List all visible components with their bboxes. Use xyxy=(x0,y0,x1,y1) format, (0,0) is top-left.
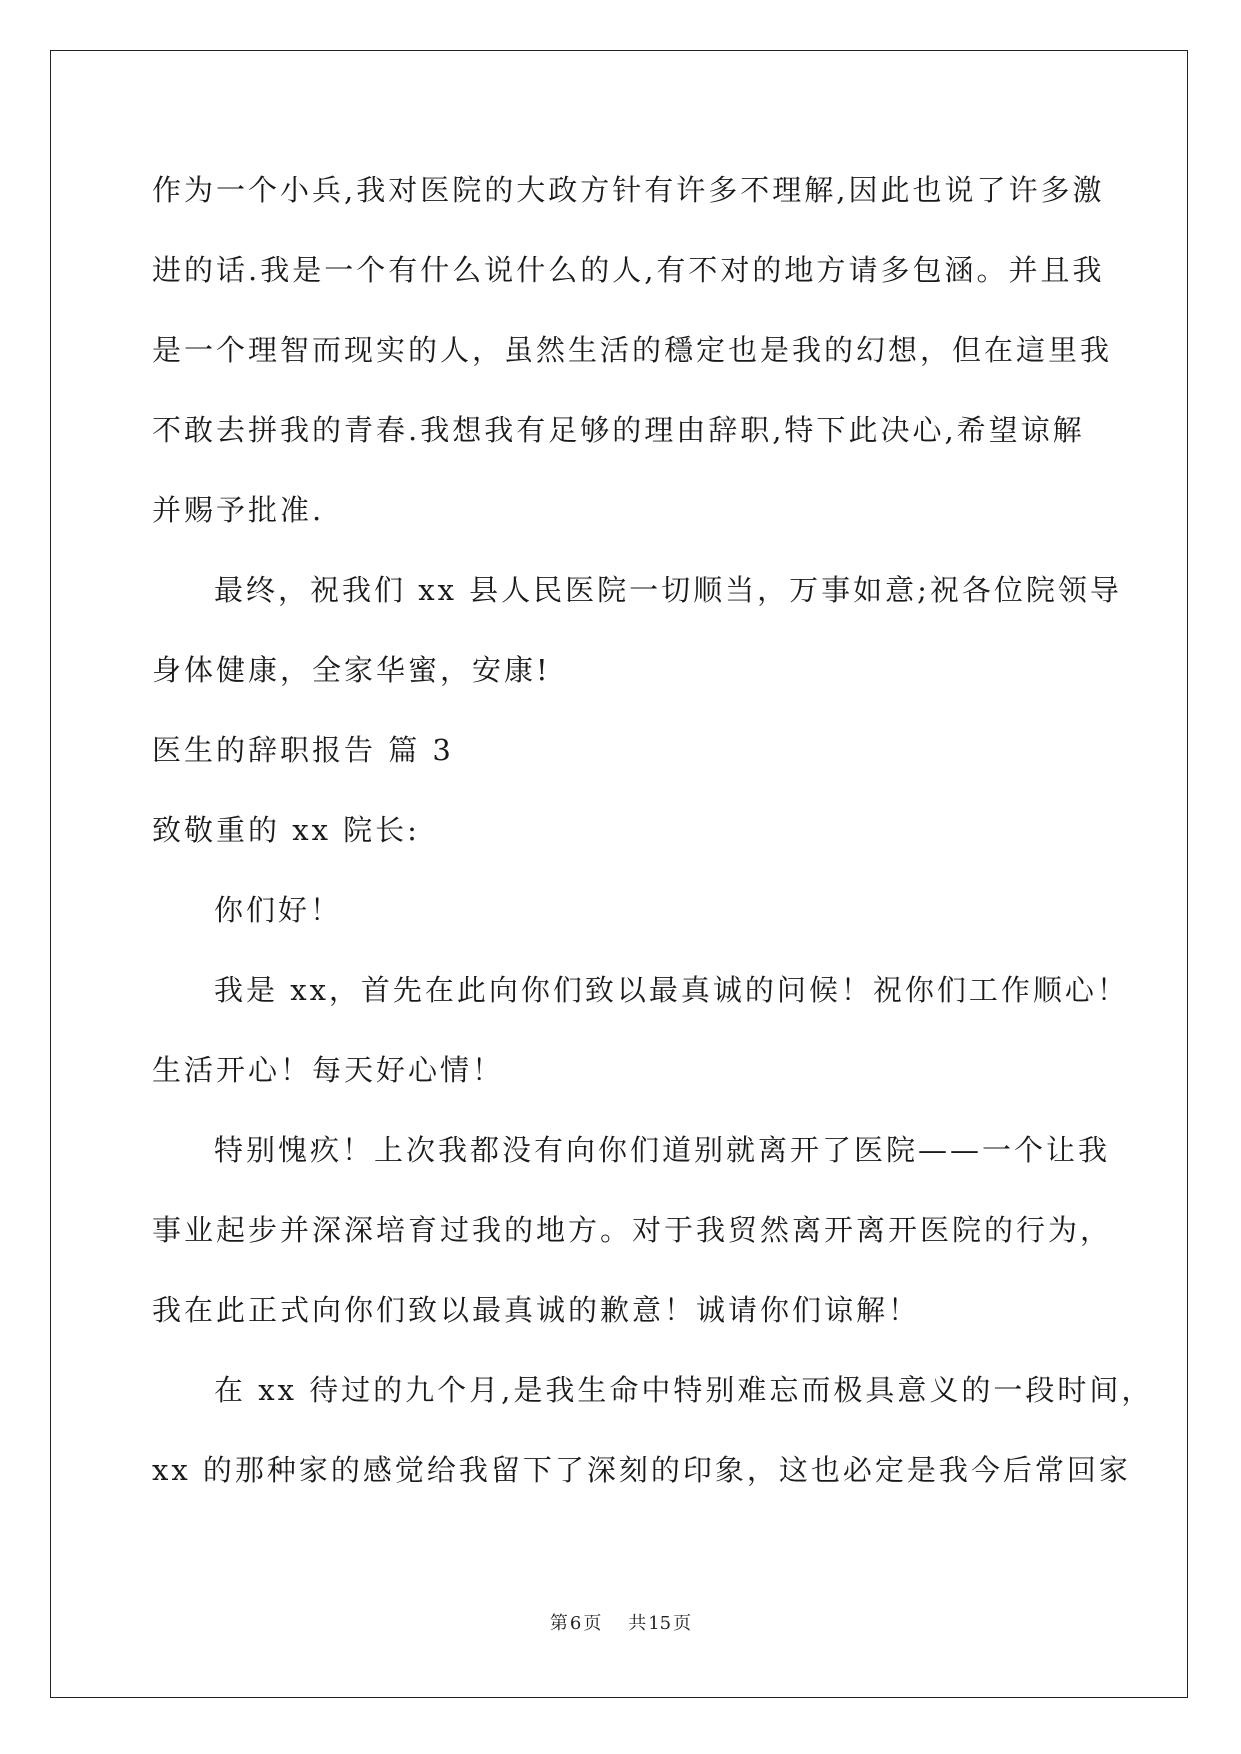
page-footer xyxy=(0,1612,1241,1636)
paragraph-line: 在 xx 待过的九个月,是我生命中特别难忘而极具意义的一段时间， xyxy=(214,1373,1154,1407)
paragraph-line: xx 的那种家的感觉给我留下了深刻的印象，这也必定是我今后常回家 xyxy=(152,1453,1131,1487)
paragraph-line: 我在此正式向你们致以最真诚的歉意！诚请你们谅解！ xyxy=(152,1293,921,1327)
paragraph-line: 特别愧疚！上次我都没有向你们道别就离开了医院——一个让我 xyxy=(214,1133,1111,1167)
paragraph-line: 事业起步并深深培育过我的地方。对于我贸然离开离开医院的行为， xyxy=(152,1213,1113,1247)
paragraph-line: 进的话.我是一个有什么说什么的人,有不对的地方请多包涵。并且我 xyxy=(152,253,1105,287)
paragraph-line: 我是 xx，首先在此向你们致以最真诚的问候！祝你们工作顺心！ xyxy=(214,973,1129,1007)
paragraph-line: 最终，祝我们 xx 县人民医院一切顺当，万事如意;祝各位院领导 xyxy=(214,573,1122,607)
total-pages: 15 xyxy=(648,1613,672,1634)
page-number-label: 第 6 页 xyxy=(549,1613,602,1634)
section-heading: 医生的辞职报告 篇 3 xyxy=(152,733,454,767)
current-page: 6 xyxy=(569,1613,582,1634)
paragraph-line: 不敢去拼我的青春.我想我有足够的理由辞职,特下此决心,希望谅解 xyxy=(152,413,1085,447)
salutation: 致敬重的 xx 院长: xyxy=(152,813,420,847)
paragraph-line: 并赐予批准. xyxy=(152,493,325,527)
paragraph-line: 身体健康，全家华蜜，安康! xyxy=(152,653,551,687)
paragraph-line: 生活开心！每天好心情！ xyxy=(152,1053,505,1087)
paragraph-line: 作为一个小兵,我对医院的大政方针有许多不理解,因此也说了许多激 xyxy=(152,173,1105,207)
greeting: 你们好！ xyxy=(214,893,343,927)
page-total-label: 共 15 页 xyxy=(628,1613,692,1634)
paragraph-line: 是一个理智而现实的人，虽然生活的穩定也是我的幻想，但在這里我 xyxy=(152,333,1113,367)
